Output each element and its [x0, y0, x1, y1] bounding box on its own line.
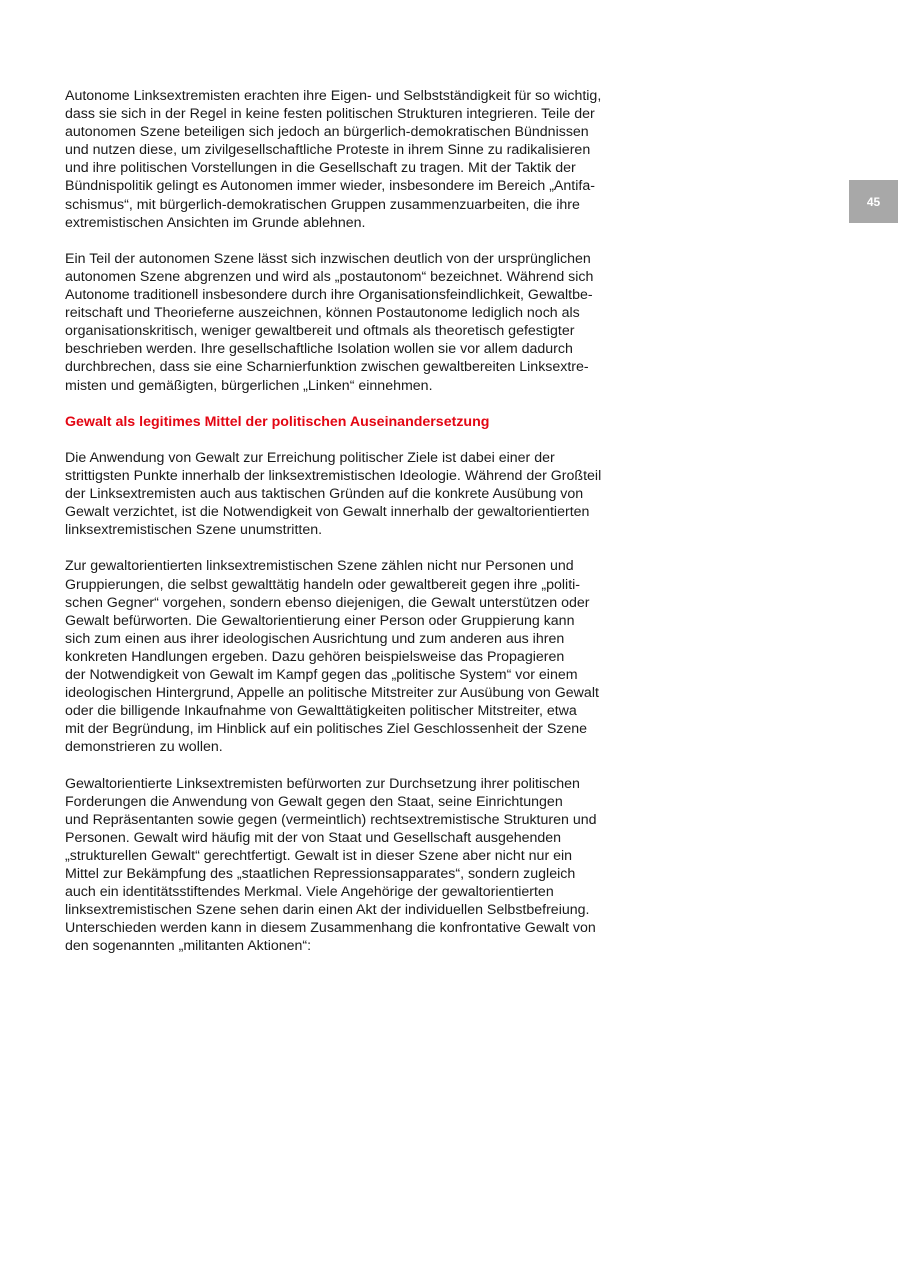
text-line: linksextremistischen Szene unumstritten. — [65, 522, 323, 539]
text-line: Gewaltorientierte Linksextremisten befürworten zur Durchsetzung ihrer politischen — [65, 775, 580, 792]
text-line: schismus“, mit bürgerlich-demokratischen Gruppen zusammenzuarbeiten, die ihre — [65, 196, 580, 213]
text-line: Bündnispolitik gelingt es Autonomen immer wieder, insbesondere im Bereich „Antifa- — [65, 178, 595, 195]
text-line: Personen. Gewalt wird häufig mit der von Staat und Gesellschaft ausgehenden — [65, 829, 562, 846]
document-body — [65, 87, 625, 974]
text-line: demonstrieren zu wollen. — [65, 739, 223, 756]
text-line: Zur gewaltorientierten linksextremistischen Szene zählen nicht nur Personen und — [65, 558, 574, 575]
page-number: 45 — [866, 194, 881, 209]
text-line: Autonome traditionell insbesondere durch ihre Organisationsfeindlichkeit, Gewaltbe- — [65, 287, 593, 304]
text-line: dass sie sich in der Regel in keine festen politischen Strukturen integrieren. Teile der — [65, 106, 595, 123]
text-line: den sogenannten „militanten Aktionen“: — [65, 938, 312, 955]
text-line: Mittel zur Bekämpfung des „staatlichen Repressionsapparates“, sondern zugleich — [65, 866, 576, 883]
text-line: beschrieben werden. Ihre gesellschaftliche Isolation wollen sie vor allem dadurch — [65, 341, 573, 358]
text-line: der Linksextremisten auch aus taktischen Gründen auf die konkrete Ausübung von — [65, 486, 584, 503]
text-line: strittigsten Punkte innerhalb der linksextremistischen Ideologie. Während der Großteil — [65, 467, 602, 484]
text-line: Die Anwendung von Gewalt zur Erreichung politischer Ziele ist dabei einer der — [65, 449, 555, 466]
text-line: Forderungen die Anwendung von Gewalt gegen den Staat, seine Einrichtungen — [65, 793, 563, 810]
text-line: Gewalt befürworten. Die Gewaltorientierung einer Person oder Gruppierung kann — [65, 612, 575, 629]
text-line: Gruppierungen, die selbst gewalttätig handeln oder gewaltbereit gegen ihre „politi- — [65, 576, 581, 593]
paragraph-postautonome — [65, 250, 625, 395]
text-line: konkreten Handlungen ergeben. Dazu gehören beispielsweise das Propagieren — [65, 648, 565, 665]
text-line: Autonome Linksextremisten erachten ihre Eigen- und Selbstständigkeit für so wichtig, — [65, 88, 602, 104]
text-line: sich zum einen aus ihrer ideologischen Ausrichtung und zum anderen aus ihren — [65, 630, 565, 647]
text-line: misten und gemäßigten, bürgerlichen „Linken“ einnehmen. — [65, 377, 433, 394]
text-line: und Repräsentanten sowie gegen (vermeintlich) rechtsextremistische Strukturen und — [65, 811, 597, 828]
paragraph-gewalt-anwendung — [65, 449, 625, 539]
text-line: „strukturellen Gewalt“ gerechtfertigt. Gewalt ist in dieser Szene aber nicht nur ein — [65, 847, 573, 864]
text-line: oder die billigende Inkaufnahme von Gewalttätigkeiten politischer Mitstreiter, etwa — [65, 703, 577, 720]
text-line: und ihre politischen Vorstellungen in die Gesellschaft zu tragen. Mit der Taktik der — [65, 160, 576, 177]
paragraph-gewalt-gegen-staat — [65, 775, 625, 956]
text-line: extremistischen Ansichten im Grunde ablehnen. — [65, 214, 366, 231]
text-line: der Notwendigkeit von Gewalt im Kampf gegen das „politische System“ vor einem — [65, 667, 578, 683]
text-line: und nutzen diese, um zivilgesellschaftliche Proteste in ihrem Sinne zu radikalisieren — [65, 142, 591, 159]
text-line: auch ein identitätsstiftendes Merkmal. Viele Angehörige der gewaltorientierten — [65, 884, 554, 901]
text-line: linksextremistischen Szene sehen darin einen Akt der individuellen Selbstbefreiung. — [65, 902, 590, 919]
text-line: autonomen Szene beteiligen sich jedoch an bürgerlich-demokratischen Bündnissen — [65, 124, 589, 141]
text-line: durchbrechen, dass sie eine Scharnierfunktion zwischen gewaltbereiten Linksextre- — [65, 359, 589, 376]
text-line: Gewalt verzichtet, ist die Notwendigkeit von Gewalt innerhalb der gewaltorientierten — [65, 504, 590, 521]
section-heading: Gewalt als legitimes Mittel der politischen Auseinandersetzung — [65, 413, 490, 430]
text-line: reitschaft und Theorieferne auszeichnen, können Postautonome lediglich noch als — [65, 305, 580, 322]
paragraph-autonome-buendnisse — [65, 87, 625, 232]
text-line: autonomen Szene abgrenzen und wird als „postautonom“ bezeichnet. Während sich — [65, 268, 594, 285]
text-line: schen Gegner“ vorgehen, sondern ebenso diejenigen, die Gewalt unterstützen oder — [65, 594, 590, 611]
text-line: Ein Teil der autonomen Szene lässt sich inzwischen deutlich von der ursprünglichen — [65, 250, 591, 267]
paragraph-gewaltorientierte-szene — [65, 557, 625, 756]
text-line: ideologischen Hintergrund, Appelle an politische Mitstreiter zur Ausübung von Gewalt — [65, 685, 599, 702]
page-number-tab — [849, 180, 898, 223]
text-line: organisationskritisch, weniger gewaltbereit und oftmals als theoretisch gefestigter — [65, 323, 575, 340]
text-line: Unterschieden werden kann in diesem Zusammenhang die konfrontative Gewalt von — [65, 920, 596, 937]
text-line: mit der Begründung, im Hinblick auf ein politisches Ziel Geschlossenheit der Szene — [65, 721, 588, 738]
